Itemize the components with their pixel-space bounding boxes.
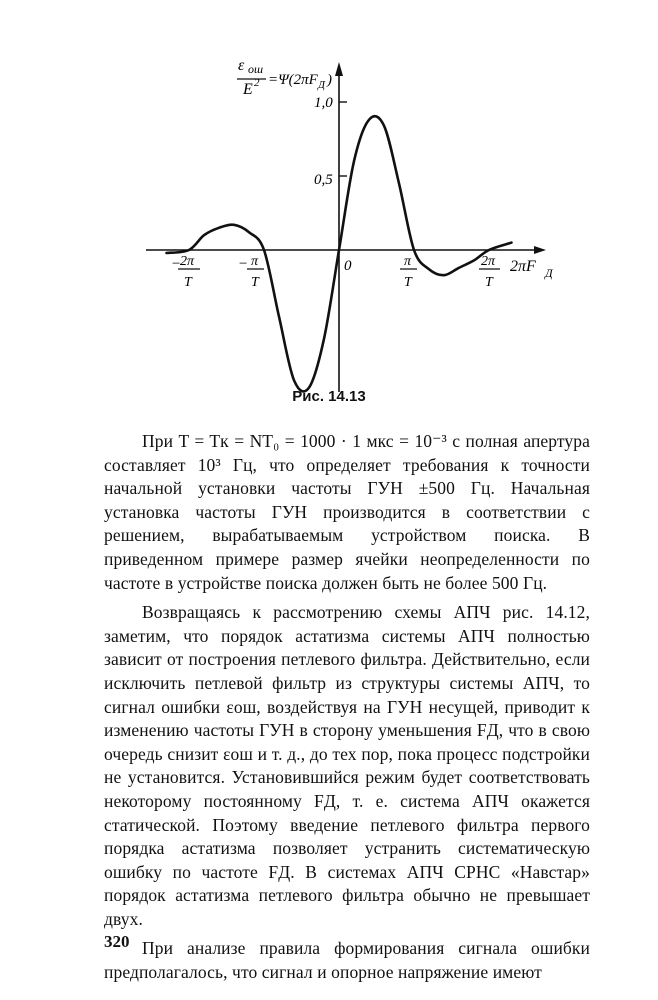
paragraph-1: При T = Tк = NT₀ = 1000 · 1 мкс = 10⁻³ с полная апертура составляет 10³ Гц, что определяет требования к точности начальной установки частоты ГУН ±500 Гц. Начальная установка частоты ГУН производится в соответствии с решением, вырабатываемым устройством поиска. В приведенном примере размер ячейки неопределенности по частоте в устройстве поиска должен быть не более 500 Гц. (104, 431, 590, 593)
xtick-neg-pi-sign: − (238, 256, 249, 272)
ylabel-e: E (243, 81, 253, 98)
ylabel-psi-sub: Д (318, 79, 325, 91)
xtick-2pi-den: T (485, 275, 493, 290)
ylabel-psi-close: ) (327, 72, 332, 88)
xtick-neg-2pi-sign: − (171, 256, 182, 272)
x-axis-label: 2πF (510, 258, 536, 275)
paragraph-3: При анализе правила формирования сигнала ошибки предполагалось, что сигнал и опорное напряжение имеют (104, 938, 590, 983)
figure-caption: Рис. 14.13 (292, 388, 366, 405)
xtick-2pi-num: 2π (481, 254, 496, 269)
origin-label: 0 (344, 258, 352, 274)
xtick-pi (400, 254, 417, 290)
body-text (104, 430, 590, 985)
xtick-neg-2pi (171, 254, 200, 290)
xtick-neg-pi (238, 254, 264, 290)
y-axis-label (237, 57, 332, 98)
xtick-neg-pi-den: T (251, 275, 259, 290)
xtick-neg-pi-num: π (251, 254, 259, 269)
ytick-label-05: 0,5 (314, 172, 333, 188)
y-axis-arrow-icon (335, 62, 343, 76)
page-number: 320 (104, 932, 130, 951)
x-axis-label-sub: Д (545, 266, 553, 280)
xtick-neg-2pi-num: 2π (180, 254, 195, 269)
xtick-pi-num: π (404, 254, 412, 269)
ylabel-e-sup: 2 (254, 77, 260, 89)
paragraph-2: Возвращаясь к рассмотрению схемы АПЧ рис. 14.12, заметим, что порядок астатизма системы АПЧ полностью зависит от построения петлевого фильтра. Действительно, если исключить петлевой фильтр из структуры системы АПЧ, то сигнал ошибки εош, воздействуя на ГУН несущей, приводит к изменению частоты ГУН в сторону уменьшения FД, что в свою очередь снизит εош и т. д., до тех пор, пока процесс подстройки не установится. Установившийся режим будет соответствовать некоторому постоянному FД, т. е. система АПЧ окажется статической. Поэтому введение петлевого фильтра первого порядка астатизма позволяет устранить систематическую ошибку по частоте FД. В системах АПЧ СРНС «Навстар» порядок астатизма петлевого фильтра обычно не превышает двух. (104, 602, 590, 929)
figure-14-13 (0, 0, 658, 420)
xtick-2pi (479, 254, 500, 290)
ylabel-epsilon-sub: ош (248, 62, 264, 76)
x-axis-arrow-icon (534, 246, 546, 254)
ylabel-epsilon: ε (238, 57, 245, 74)
xtick-neg-2pi-den: T (184, 275, 192, 290)
ylabel-psi: =Ψ(2πF (268, 72, 318, 88)
xtick-pi-den: T (404, 275, 412, 290)
ytick-label-1: 1,0 (314, 95, 333, 111)
